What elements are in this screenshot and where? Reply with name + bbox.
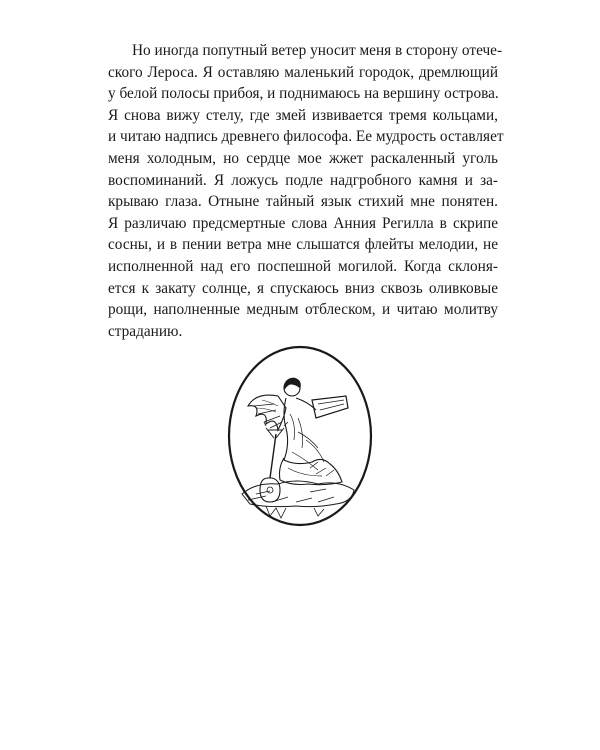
text-line: Я различаю предсмертные слова Анния Регилла в скрипе: [108, 214, 498, 232]
text-line: рощи, наполненные медным отблеском, и читаю молитву: [108, 301, 498, 319]
text-line: меня холодным, но сердце мое жжет раскаленный уголь: [108, 149, 498, 167]
body-paragraph: [108, 40, 504, 342]
text-line: крываю глаза. Отныне тайный язык стихий мне понятен.: [108, 193, 498, 211]
text-line: Я снова вижу стелу, где змей извивается тремя кольцами,: [108, 106, 498, 124]
text-line: у белой полосы прибоя, и поднимаюсь на вершину острова.: [108, 85, 499, 103]
text-line: и читаю надпись древнего философа. Ее мудрость оставляет: [108, 128, 504, 146]
text-line: воспоминаний. Я ложусь подле надгробного камня и за-: [108, 171, 498, 189]
angel-with-lyre-oval-vignette-icon: [226, 344, 374, 528]
text-line: исполненной над его поспешной могилой. Когда склоня-: [108, 257, 498, 275]
text-line: страданию.: [108, 322, 183, 340]
text-line: ется к закату солнце, я спускаюсь вниз сквозь оливковые: [108, 279, 498, 297]
text-line: сосны, и в пении ветра мне слышатся флейты мелодии, не: [108, 236, 498, 254]
text-line: ского Лероса. Я оставляю маленький городок, дремлющий: [108, 63, 498, 81]
text-line: Но иногда попутный ветер уносит меня в сторону отече-: [132, 42, 503, 59]
